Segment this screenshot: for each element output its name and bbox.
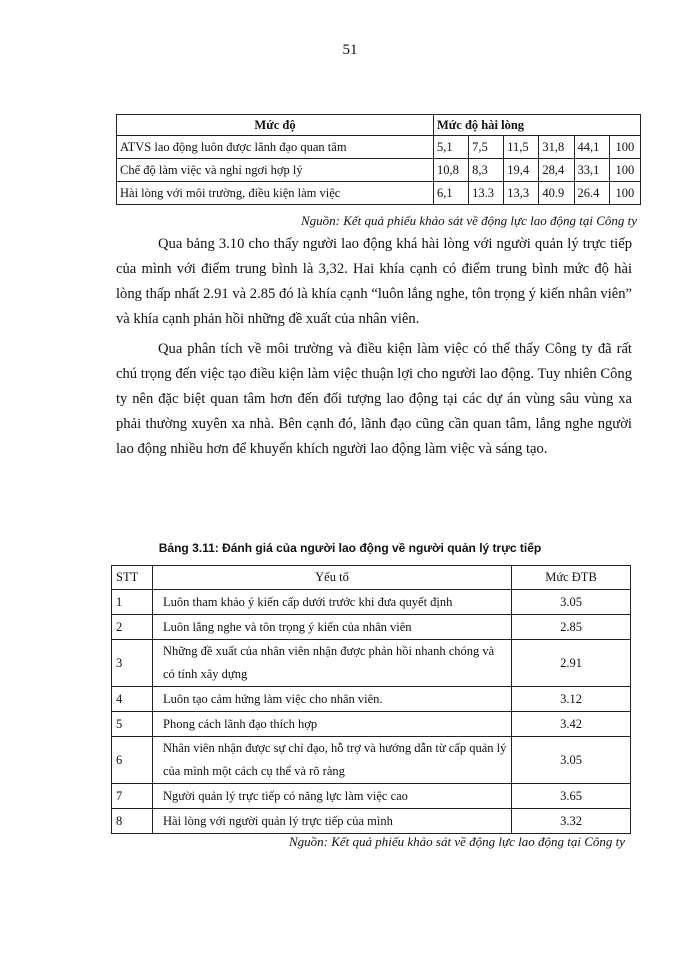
row-score: 3.65 [512, 784, 631, 809]
row-label: Hài lòng với môi trường, điều kiện làm việc [117, 182, 434, 205]
row-total: 100 [609, 159, 640, 182]
row-value: 7,5 [469, 136, 504, 159]
row-value: 13,3 [504, 182, 539, 205]
row-stt: 1 [112, 590, 153, 615]
row-value: 26.4 [574, 182, 609, 205]
page-number: 51 [342, 42, 358, 58]
body-paragraph [116, 337, 632, 462]
table-row [117, 182, 641, 205]
row-value: 13.3 [469, 182, 504, 205]
row-factor: Luôn tạo cảm hứng làm việc cho nhân viên. [153, 687, 512, 712]
row-score: 3.05 [512, 590, 631, 615]
row-factor: Người quản lý trực tiếp có năng lực làm việc cao [153, 784, 512, 809]
table-row [112, 737, 631, 784]
table-row [112, 687, 631, 712]
header-muc-do: Mức độ [117, 115, 434, 136]
row-score: 3.42 [512, 712, 631, 737]
manager-evaluation-table [111, 565, 631, 834]
row-stt: 6 [112, 737, 153, 784]
row-value: 31,8 [539, 136, 574, 159]
row-stt: 3 [112, 640, 153, 687]
satisfaction-table [116, 114, 641, 205]
row-factor: Hài lòng với người quản lý trực tiếp của mình [153, 809, 512, 834]
table-row [112, 809, 631, 834]
row-label: ATVS lao động luôn được lãnh đạo quan tâm [117, 136, 434, 159]
row-score: 3.32 [512, 809, 631, 834]
row-factor: Luôn lắng nghe và tôn trọng ý kiến của nhân viên [153, 615, 512, 640]
row-score: 2.85 [512, 615, 631, 640]
table2-caption: Bảng 3.11: Đánh giá của người lao động về người quản lý trực tiếp [158, 541, 542, 555]
row-stt: 7 [112, 784, 153, 809]
row-stt: 5 [112, 712, 153, 737]
row-value: 10,8 [434, 159, 469, 182]
row-stt: 4 [112, 687, 153, 712]
table-header-row [117, 115, 641, 136]
paragraph-text: Qua phân tích về môi trường và điều kiện làm việc có thể thấy Công ty đã rất chú trọng đến việc tạo điều kiện làm việc thuận lợi cho người lao động. Tuy nhiên Công ty nên đặc biệt quan tâm hơn đến đối tượng lao động tại các dự án vùng sâu vùng xa phải thường xuyên xa nhà. Bên cạnh đó, lãnh đạo cũng cần quan tâm, lắng nghe người lao động nhiều hơn để khuyến khích người lao động làm việc và sáng tạo. [116, 341, 632, 457]
row-value: 44,1 [574, 136, 609, 159]
row-total: 100 [609, 136, 640, 159]
paragraph-text: Qua bảng 3.10 cho thấy người lao động khá hài lòng với người quản lý trực tiếp của mình với điểm trung bình là 3,32. Hai khía cạnh có điểm trung bình mức độ hài lòng thấp nhất 2.91 và 2.85 đó là khía cạnh “luôn lắng nghe, tôn trọng ý kiến nhân viên” và khía cạnh phản hồi những đề xuất của nhân viên. [116, 236, 632, 327]
row-total: 100 [609, 182, 640, 205]
row-value: 8,3 [469, 159, 504, 182]
table-row [117, 159, 641, 182]
table-row [117, 136, 641, 159]
row-score: 3.12 [512, 687, 631, 712]
row-value: 19,4 [504, 159, 539, 182]
row-value: 28,4 [539, 159, 574, 182]
header-muc-do-hai-long: Mức độ hài lòng [434, 115, 641, 136]
body-paragraph [116, 232, 632, 332]
row-value: 11,5 [504, 136, 539, 159]
table-row [112, 784, 631, 809]
row-value: 6,1 [434, 182, 469, 205]
row-factor: Luôn tham khảo ý kiến cấp dưới trước khi đưa quyết định [153, 590, 512, 615]
table-row [112, 615, 631, 640]
row-stt: 2 [112, 615, 153, 640]
row-value: 33,1 [574, 159, 609, 182]
row-factor: Nhân viên nhận được sự chỉ đạo, hỗ trợ và hướng dẫn từ cấp quản lý của mình một cách cụ thể và rõ ràng [153, 737, 512, 784]
table-row [112, 712, 631, 737]
row-value: 5,1 [434, 136, 469, 159]
row-stt: 8 [112, 809, 153, 834]
table-header-row [112, 566, 631, 590]
table-row [112, 590, 631, 615]
header-muc-dtb: Mức ĐTB [512, 566, 631, 590]
row-score: 2.91 [512, 640, 631, 687]
row-score: 3.05 [512, 737, 631, 784]
table1-source-note: Nguồn: Kết quả phiếu khảo sát về động lực lao động tại Công ty [300, 213, 637, 228]
table-row [112, 640, 631, 687]
row-factor: Phong cách lãnh đạo thích hợp [153, 712, 512, 737]
header-yeu-to: Yếu tố [153, 566, 512, 590]
row-value: 40.9 [539, 182, 574, 205]
header-stt: STT [112, 566, 153, 590]
row-factor: Những đề xuất của nhân viên nhận được phản hồi nhanh chóng và có tính xây dựng [153, 640, 512, 687]
table2-source-note: Nguồn: Kết quả phiếu khảo sát về động lực lao động tại Công ty [288, 834, 625, 849]
row-label: Chế độ làm việc và nghỉ ngơi hợp lý [117, 159, 434, 182]
